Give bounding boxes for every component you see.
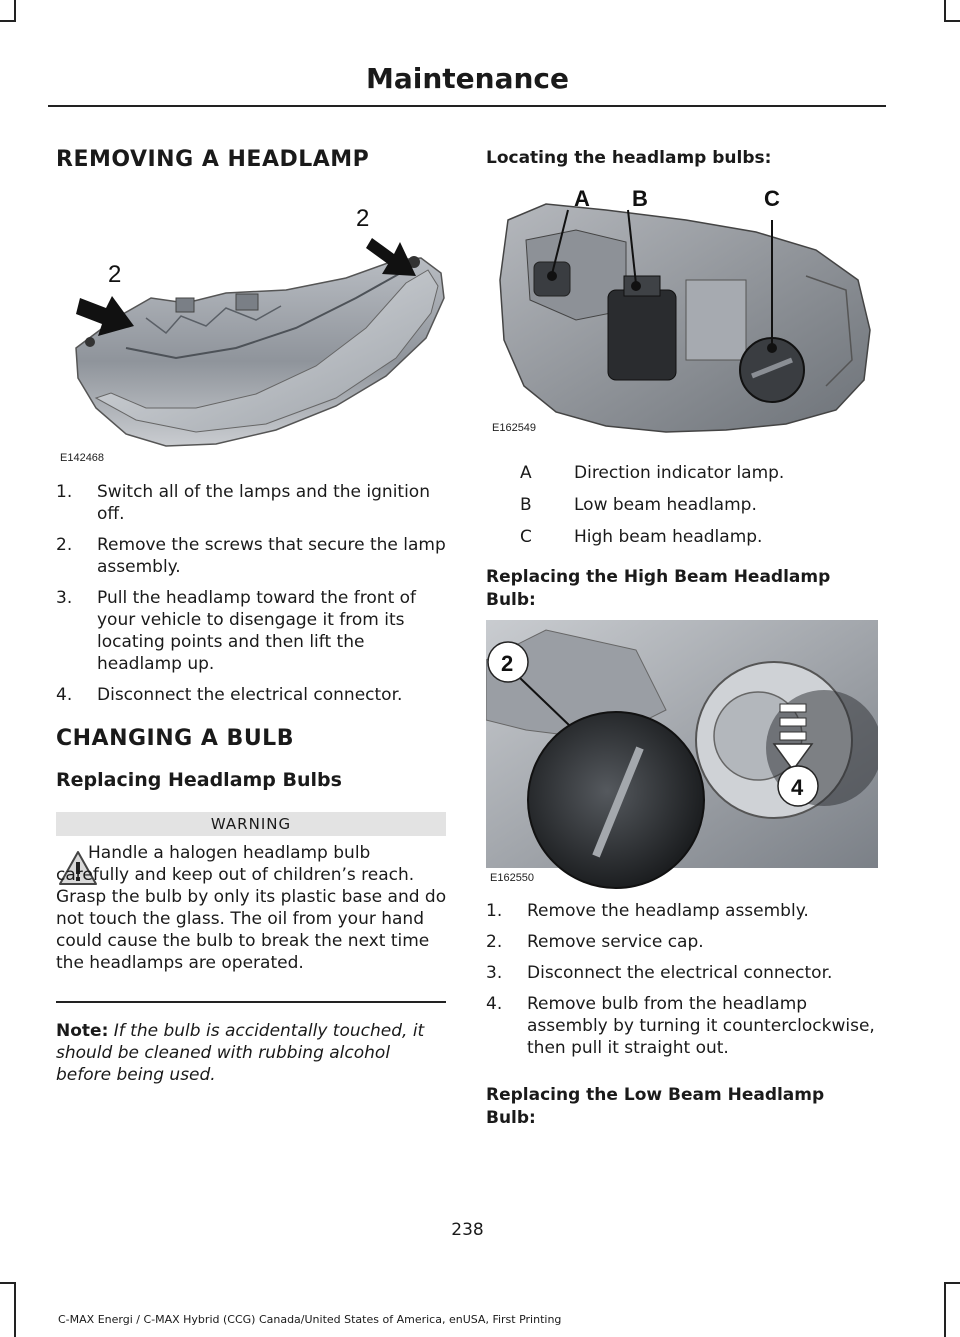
figure-code-e162550: E162550 bbox=[490, 872, 535, 884]
figure-bulb-locations bbox=[486, 180, 878, 442]
callout-2-right: 2 bbox=[356, 205, 370, 232]
note-label: Note: bbox=[56, 1021, 109, 1041]
figure-headlamp-removal bbox=[56, 198, 448, 468]
page-header-title: Maintenance bbox=[365, 62, 569, 95]
label-c: C bbox=[764, 186, 780, 211]
page-number: 238 bbox=[451, 1220, 484, 1240]
high-beam-steps-list bbox=[486, 900, 878, 1068]
headlamp-removal-illustration bbox=[56, 198, 448, 468]
callout-4: 4 bbox=[791, 775, 804, 800]
high-beam-illustration bbox=[486, 620, 878, 890]
step-text: Remove bulb from the headlamp assembly by turning it counterclockwise, then pull it straight out. bbox=[527, 994, 875, 1058]
step-text: Switch all of the lamps and the ignition off. bbox=[97, 482, 430, 524]
crop-mark-top-right-h bbox=[944, 20, 960, 22]
legend-key: A bbox=[520, 463, 532, 483]
list-item bbox=[486, 931, 878, 953]
warning-bottom-rule bbox=[56, 1001, 446, 1003]
list-item bbox=[56, 481, 448, 525]
figure-high-beam-bulb bbox=[486, 620, 878, 890]
list-item bbox=[486, 900, 878, 922]
step-text: Remove service cap. bbox=[527, 932, 704, 952]
step-number: 1. bbox=[56, 482, 73, 502]
step-number: 2. bbox=[486, 932, 503, 952]
step-text: Remove the screws that secure the lamp assembly. bbox=[97, 535, 446, 577]
bulb-locations-illustration bbox=[486, 180, 878, 442]
crop-mark-top-left-h bbox=[0, 20, 16, 22]
note-text: If the bulb is accidentally touched, it should be cleaned with rubbing alcohol before being used. bbox=[56, 1021, 425, 1085]
crop-mark-bottom-left-v bbox=[14, 1282, 16, 1337]
section-title-removing-headlamp: REMOVING A HEADLAMP bbox=[56, 147, 370, 172]
list-item bbox=[56, 587, 448, 675]
step-number: 3. bbox=[56, 588, 73, 608]
footer-publication-text: C-MAX Energi / C-MAX Hybrid (CCG) Canada/United States of America, enUSA, First Printing bbox=[58, 1313, 562, 1326]
figure-code-e142468: E142468 bbox=[60, 452, 105, 464]
step-number: 2. bbox=[56, 535, 73, 555]
list-item bbox=[56, 684, 448, 706]
crop-mark-bottom-right-v bbox=[944, 1282, 946, 1337]
locating-bulbs-title: Locating the headlamp bulbs: bbox=[486, 148, 772, 168]
step-number: 4. bbox=[56, 685, 73, 705]
low-beam-title: Replacing the Low Beam Headlamp Bulb: bbox=[486, 1085, 825, 1128]
warning-text: Handle a halogen headlamp bulb carefully and keep out of children’s reach. Grasp the bulb by only its plastic base and do not touch the glass. The oil from your hand could cause the bulb to break the next time the headlamps are operated. bbox=[56, 843, 447, 973]
list-item bbox=[56, 534, 448, 578]
legend-value: High beam headlamp. bbox=[574, 527, 763, 547]
note-paragraph bbox=[56, 1020, 448, 1086]
step-number: 1. bbox=[486, 901, 503, 921]
callout-2-left: 2 bbox=[108, 261, 122, 288]
header-divider bbox=[48, 105, 886, 107]
figure-code-e162549: E162549 bbox=[492, 422, 537, 434]
label-b: B bbox=[632, 186, 648, 211]
legend-value: Low beam headlamp. bbox=[574, 495, 757, 515]
crop-mark-bottom-right-h bbox=[944, 1282, 960, 1284]
step-number: 4. bbox=[486, 994, 503, 1014]
callout-2: 2 bbox=[501, 651, 514, 676]
step-text: Disconnect the electrical connector. bbox=[527, 963, 833, 983]
crop-mark-top-left-v bbox=[14, 0, 16, 22]
crop-mark-top-right-v bbox=[944, 0, 946, 22]
legend-key: C bbox=[520, 527, 532, 547]
section-title-changing-bulb: CHANGING A BULB bbox=[56, 726, 294, 751]
label-a: A bbox=[574, 186, 590, 211]
legend-value: Direction indicator lamp. bbox=[574, 463, 785, 483]
list-item bbox=[486, 993, 878, 1059]
crop-mark-bottom-left-h bbox=[0, 1282, 16, 1284]
legend-key: B bbox=[520, 495, 532, 515]
subsection-title-replacing-headlamp-bulbs: Replacing Headlamp Bulbs bbox=[56, 769, 342, 791]
warning-label: WARNING bbox=[56, 812, 446, 836]
step-text: Remove the headlamp assembly. bbox=[527, 901, 809, 921]
step-number: 3. bbox=[486, 963, 503, 983]
step-text: Pull the headlamp toward the front of your vehicle to disengage it from its locating points and then lift the headlamp up. bbox=[97, 588, 417, 674]
list-item bbox=[486, 962, 878, 984]
step-text: Disconnect the electrical connector. bbox=[97, 685, 403, 705]
removal-steps-list bbox=[56, 481, 448, 715]
high-beam-title: Replacing the High Beam Headlamp Bulb: bbox=[486, 567, 831, 610]
